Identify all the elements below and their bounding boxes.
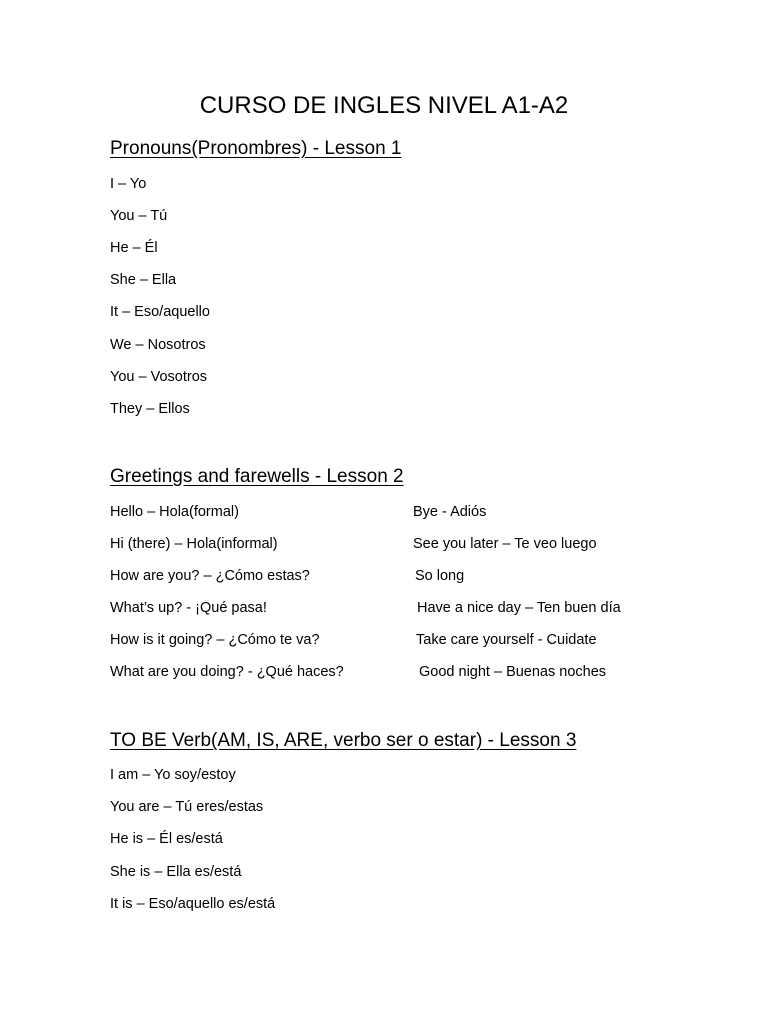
farewell-item: Have a nice day – Ten buen día bbox=[417, 600, 621, 616]
lesson-2-heading-text: Greetings and farewells - Lesson 2 bbox=[110, 466, 404, 487]
greeting-item: Hi (there) – Hola(informal) bbox=[110, 536, 278, 552]
verb-item: I am – Yo soy/estoy bbox=[110, 767, 236, 783]
pronoun-item: She – Ella bbox=[110, 272, 177, 288]
greeting-item: What’s up? - ¡Qué pasa! bbox=[110, 600, 267, 616]
pronoun-item: It – Eso/aquello bbox=[110, 304, 210, 320]
lesson-3-heading-text: TO BE Verb(AM, IS, ARE, verbo ser o estar) - Lesson 3 bbox=[110, 730, 577, 751]
verb-item: She is – Ella es/está bbox=[110, 864, 242, 880]
pronoun-item: We – Nosotros bbox=[110, 337, 206, 353]
greeting-item: How are you? – ¿Cómo estas? bbox=[110, 568, 310, 584]
verb-item: He is – Él es/está bbox=[110, 831, 223, 847]
verb-item: It is – Eso/aquello es/está bbox=[110, 896, 276, 912]
verb-item: You are – Tú eres/estas bbox=[110, 799, 264, 815]
greeting-item: What are you doing? - ¿Qué haces? bbox=[110, 664, 344, 680]
pronoun-item: I – Yo bbox=[110, 176, 147, 192]
document-title: CURSO DE INGLES NIVEL A1-A2 bbox=[199, 92, 569, 119]
lesson-1-heading-number: - Lesson 1 bbox=[307, 138, 402, 159]
pronoun-item: You – Vosotros bbox=[110, 369, 208, 385]
pronoun-item: They – Ellos bbox=[110, 401, 190, 417]
farewell-item: Good night – Buenas noches bbox=[419, 664, 607, 680]
farewell-item: Take care yourself - Cuidate bbox=[416, 632, 597, 648]
greeting-item: How is it going? – ¿Cómo te va? bbox=[110, 632, 320, 648]
farewell-item: So long bbox=[415, 568, 465, 584]
pronoun-item: He – Él bbox=[110, 240, 158, 256]
lesson-1-heading bbox=[110, 137, 401, 161]
pronoun-item: You – Tú bbox=[110, 208, 168, 224]
greeting-item: Hello – Hola(formal) bbox=[110, 504, 239, 520]
lesson-2-heading bbox=[110, 465, 404, 489]
lesson-3-heading bbox=[110, 729, 576, 753]
farewell-item: See you later – Te veo luego bbox=[413, 536, 597, 552]
farewell-item: Bye - Adiós bbox=[413, 504, 487, 520]
lesson-1-heading-topic: Pronouns(Pronombres) bbox=[110, 138, 308, 159]
